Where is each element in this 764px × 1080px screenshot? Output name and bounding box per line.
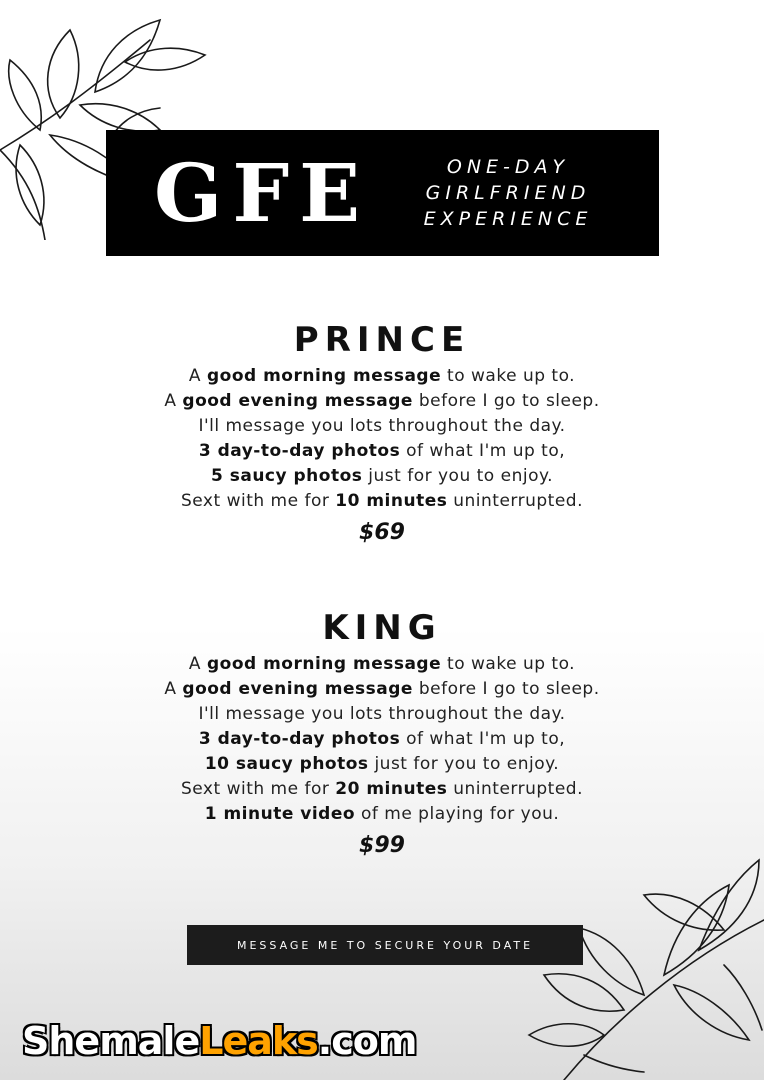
- banner-subtitle-line: EXPERIENCE: [423, 208, 593, 230]
- banner-subtitle: [393, 154, 623, 232]
- tier-feature: 1 minute video of me playing for you.: [204, 804, 560, 824]
- tier-feature: 3 day-to-day photos of what I'm up to,: [198, 441, 566, 461]
- site-watermark: ShemaleLeaks.com: [22, 1019, 417, 1063]
- tier-feature: 3 day-to-day photos of what I'm up to,: [198, 729, 566, 749]
- tier-title: KING: [322, 608, 442, 648]
- banner-title: GFE: [154, 146, 371, 240]
- tier-price: $69: [359, 520, 405, 545]
- tier-feature: Sext with me for 10 minutes uninterrupted.: [180, 491, 583, 511]
- tier-feature: A good morning message to wake up to.: [188, 366, 576, 386]
- banner-subtitle-line: GIRLFRIEND: [425, 182, 591, 204]
- tier-title: PRINCE: [293, 320, 471, 360]
- title-banner: [106, 130, 659, 256]
- message-me-button[interactable]: MESSAGE ME TO SECURE YOUR DATE: [187, 925, 583, 965]
- tier-king: [0, 606, 764, 863]
- tier-feature: A good evening message before I go to sleep.: [164, 679, 600, 699]
- tier-feature: 5 saucy photos just for you to enjoy.: [210, 466, 554, 486]
- tier-price: $99: [359, 833, 405, 858]
- tier-feature: I'll message you lots throughout the day.: [198, 416, 566, 436]
- tier-prince: [0, 318, 764, 550]
- tier-feature: I'll message you lots throughout the day.: [198, 704, 566, 724]
- tier-feature: 10 saucy photos just for you to enjoy.: [204, 754, 560, 774]
- tier-feature: A good morning message to wake up to.: [188, 654, 576, 674]
- tier-feature: Sext with me for 20 minutes uninterrupted.: [180, 779, 583, 799]
- tier-feature: A good evening message before I go to sleep.: [164, 391, 600, 411]
- banner-subtitle-line: ONE-DAY: [446, 156, 570, 178]
